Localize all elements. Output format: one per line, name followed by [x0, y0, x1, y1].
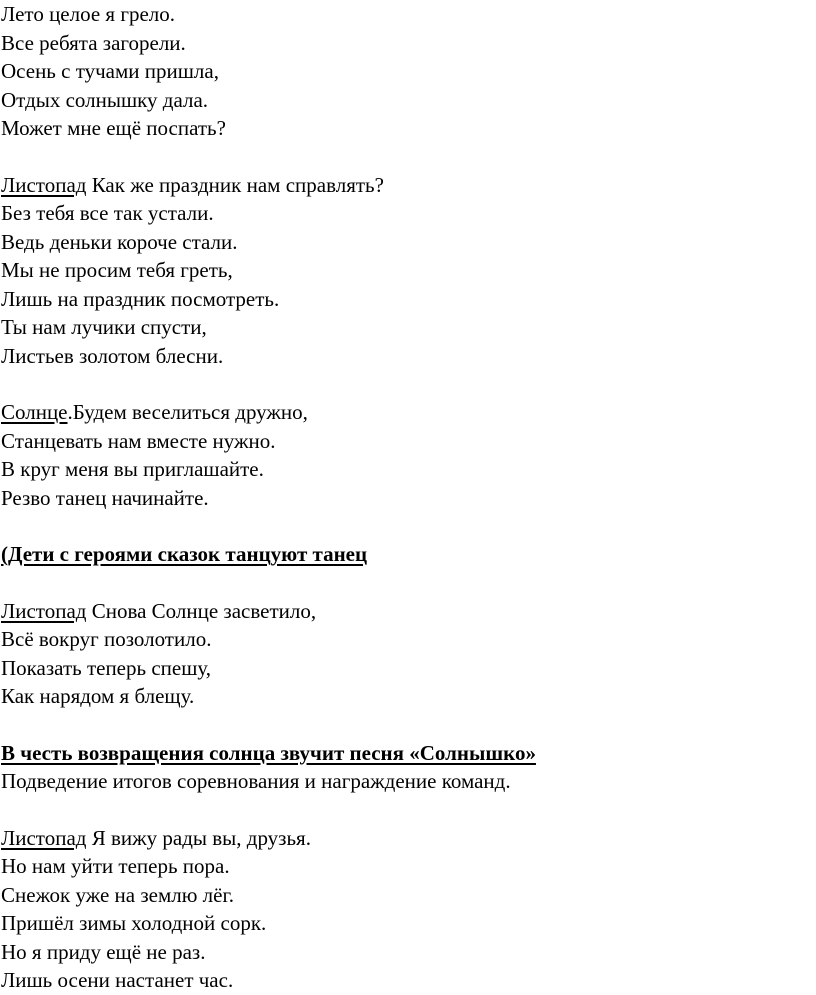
text-line: Но нам уйти теперь пора. — [1, 854, 230, 878]
text-line: Пришёл зимы холодной сорк. — [1, 911, 267, 935]
text-line: Отдых солнышку дала. — [1, 87, 209, 112]
speaker-line — [1, 824, 816, 853]
speaker-text: .Будем веселиться дружно, — [67, 400, 308, 424]
speaker-line — [1, 171, 816, 200]
text-line: В круг меня вы приглашайте. — [1, 457, 264, 481]
text-line: Лишь на праздник посмотреть. — [1, 286, 280, 311]
stanza-sun-2 — [1, 398, 816, 512]
stage-direction — [1, 540, 816, 569]
text-line: Станцевать нам вместе нужно. — [1, 428, 276, 453]
speaker-name: Листопад — [1, 825, 87, 850]
paragraph-gap — [1, 796, 816, 824]
text-line: Лето целое я грело. — [1, 2, 176, 26]
text-line: Листьев золотом блесни. — [1, 343, 224, 368]
stage-direction-text: (Дети с героями сказок танцуют танец — [1, 542, 368, 566]
stanza-listopad-3 — [1, 824, 816, 995]
speaker-name: Солнце — [1, 400, 68, 424]
stanza-listopad-2 — [1, 597, 816, 711]
speaker-name: Листопад — [1, 172, 87, 197]
text-line: Все ребята загорели. — [1, 30, 186, 55]
paragraph-gap — [1, 711, 816, 739]
paragraph-gap — [1, 143, 816, 171]
stanza-sun-1 — [1, 0, 816, 143]
text-line: Резво танец начинайте. — [1, 485, 209, 510]
speaker-name: Листопад — [1, 598, 87, 623]
speaker-line — [1, 398, 816, 427]
stage-direction — [1, 739, 816, 768]
paragraph-gap — [1, 569, 816, 597]
speaker-text: Как же праздник нам справлять? — [86, 172, 384, 197]
text-line: Как нарядом я блещу. — [1, 684, 195, 708]
text-line: Без тебя все так устали. — [1, 201, 214, 225]
paragraph-gap — [1, 512, 816, 540]
text-line: Всё вокруг позолотило. — [1, 627, 212, 651]
text-line: Снежок уже на землю лёг. — [1, 882, 234, 907]
text-line: Но я приду ещё не раз. — [1, 939, 206, 964]
text-line: Может мне ещё поспать? — [1, 116, 226, 140]
text-line: Мы не просим тебя греть, — [1, 258, 233, 282]
text-line: Осень с тучами пришла, — [1, 59, 219, 83]
stage-direction-text: В честь возвращения солнца звучит песня «Солнышко» — [1, 740, 536, 765]
text-line: Показать теперь спешу, — [1, 655, 212, 680]
text-line: Ты нам лучики спусти, — [1, 315, 207, 339]
stanza-listopad-1 — [1, 171, 816, 371]
speaker-text: Снова Солнце засветило, — [86, 598, 317, 623]
speaker-text: Я вижу рады вы, друзья. — [86, 825, 311, 850]
speaker-line — [1, 597, 816, 626]
text-line: Ведь деньки короче стали. — [1, 229, 238, 254]
summary-line: Подведение итогов соревнования и награждение команд. — [1, 769, 511, 793]
text-line: Лишь осени настанет час. — [1, 968, 234, 992]
paragraph-gap — [1, 370, 816, 398]
